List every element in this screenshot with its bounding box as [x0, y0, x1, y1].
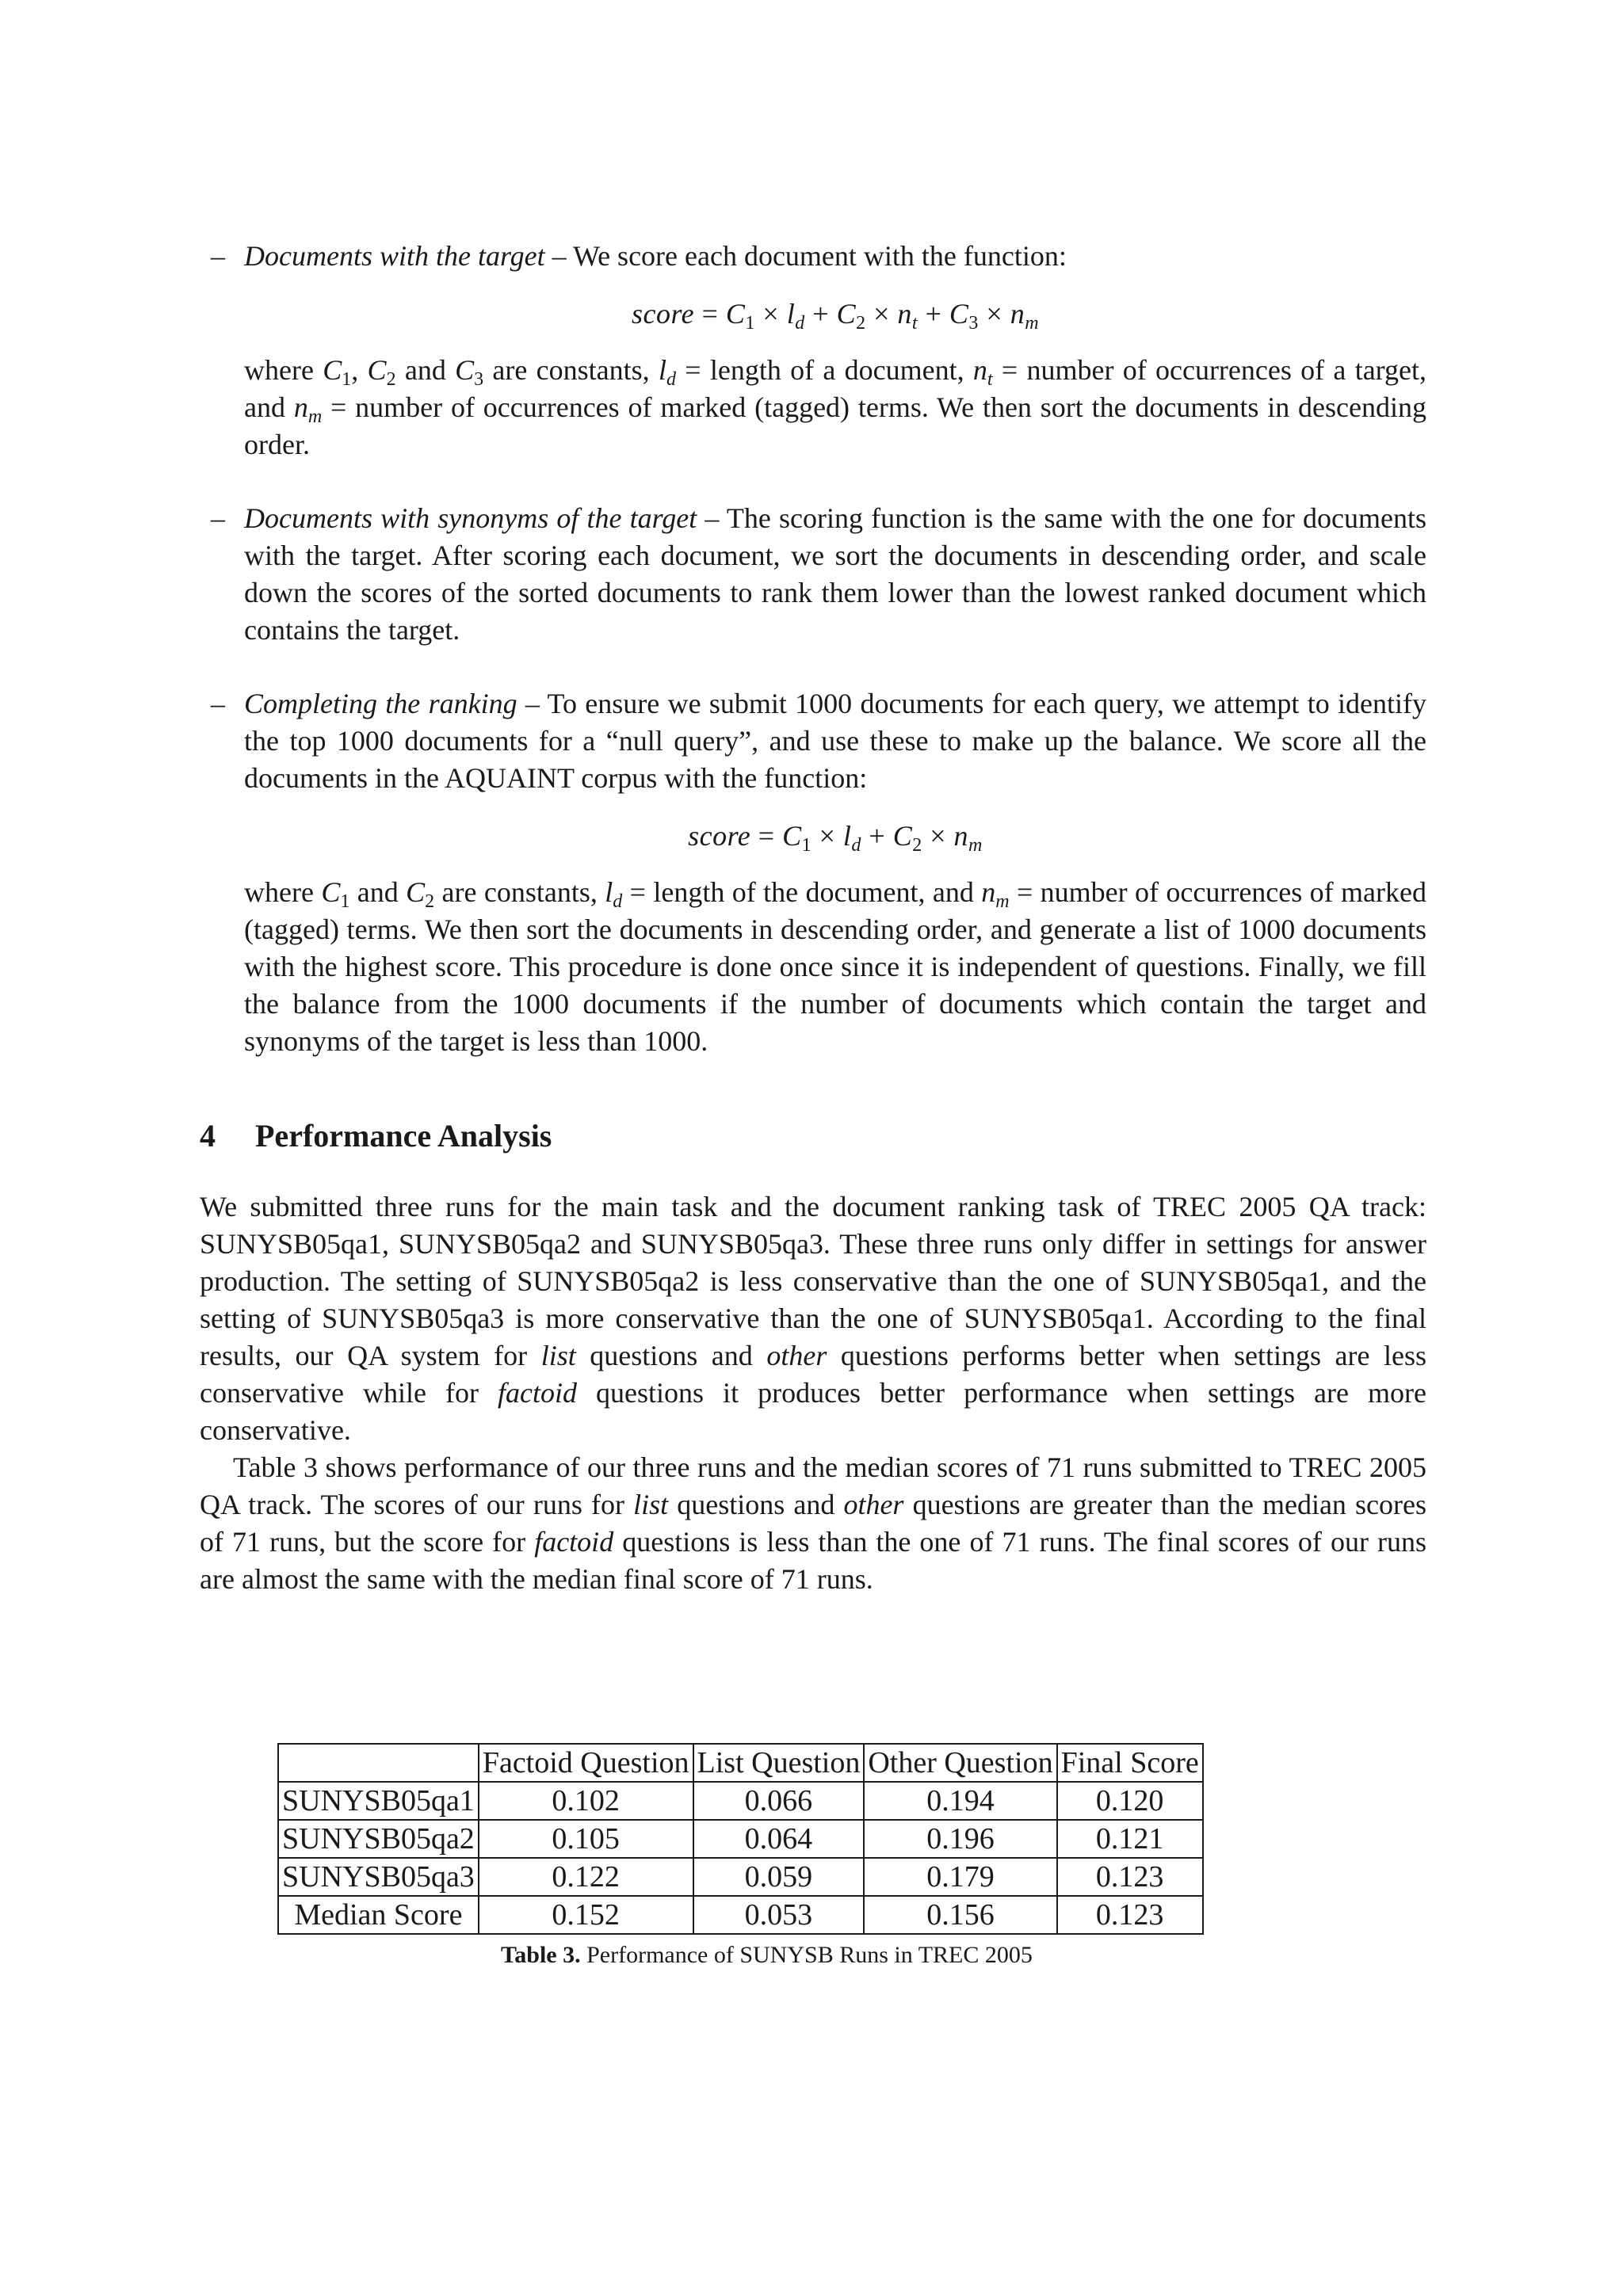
- table-cell: 0.196: [864, 1820, 1056, 1858]
- math-sub: 1: [342, 369, 352, 390]
- math-sub: t: [987, 369, 993, 390]
- eq-sub: m: [968, 835, 983, 856]
- paragraph-runs: [200, 1188, 1426, 1449]
- math-var: n: [981, 876, 996, 908]
- math-var: n: [972, 354, 987, 386]
- text-run: questions are greater than the median scores of 71 runs, but the score for: [200, 1489, 1426, 1558]
- text-run: = length of a document,: [675, 354, 973, 386]
- bullet-lead: Completing the ranking: [244, 688, 517, 719]
- paragraph-table-summary: [200, 1449, 1426, 1598]
- bullet-lead: Documents with synonyms of the target: [244, 502, 697, 534]
- text-run: and: [395, 354, 456, 386]
- table-cell: 0.152: [479, 1896, 693, 1934]
- eq-term: n: [1010, 298, 1025, 330]
- text-run: are constants,: [434, 876, 605, 908]
- math-sub: 2: [386, 369, 396, 390]
- math-sub: m: [307, 406, 323, 427]
- eq-term: n: [897, 298, 912, 330]
- bullet-body: The scoring function is the same with the one for documents with the target. After scoring each document, we sort the documents in descending order, and scale down the scores of the sorted documents to rank them lower than the lowest ranked document which contains the target.: [244, 502, 1427, 646]
- eq-sub: 1: [745, 313, 755, 334]
- caption-label: Table 3.: [501, 1942, 581, 1968]
- table-row: [278, 1820, 1203, 1858]
- eq-op: =: [750, 820, 783, 852]
- bullet-text: [244, 238, 1426, 275]
- eq-term: score: [688, 820, 751, 852]
- eq-term: C: [892, 820, 913, 852]
- table-row-label: SUNYSB05qa1: [278, 1782, 479, 1820]
- eq-term: score: [631, 298, 695, 330]
- table-header-cell: Factoid Question: [479, 1744, 693, 1782]
- table-cell: 0.120: [1057, 1782, 1203, 1820]
- eq-sub: 3: [968, 313, 979, 334]
- italic-term: list: [633, 1489, 669, 1520]
- text-run: ,: [351, 354, 368, 386]
- eq-term: C: [949, 298, 969, 330]
- text-run: are constants,: [483, 354, 659, 386]
- table-cell: 0.105: [479, 1820, 693, 1858]
- eq-op: =: [694, 298, 726, 330]
- text-run: questions and: [668, 1489, 844, 1520]
- math-sub: m: [995, 891, 1010, 912]
- eq-op: +: [861, 820, 893, 852]
- math-sub: d: [666, 369, 676, 390]
- table-cell: 0.066: [693, 1782, 865, 1820]
- table-row: [278, 1896, 1203, 1934]
- eq-sub: d: [795, 313, 805, 334]
- table-cell: 0.123: [1057, 1896, 1203, 1934]
- bullet-text: [244, 685, 1426, 797]
- math-sub: 3: [474, 369, 484, 390]
- table-cell: 0.122: [479, 1858, 693, 1896]
- bullet-explanation: [244, 874, 1426, 1060]
- eq-term: n: [953, 820, 969, 852]
- eq-op: ×: [922, 820, 954, 852]
- math-var: C: [321, 876, 341, 908]
- table-header-cell: Final Score: [1057, 1744, 1203, 1782]
- bullet-documents-with-target: [200, 238, 1426, 463]
- eq-sub: t: [911, 313, 918, 334]
- bullet-body: We score each document with the function:: [572, 240, 1067, 272]
- math-var: l: [658, 354, 666, 386]
- math-sub: d: [613, 891, 623, 912]
- math-var: n: [293, 391, 308, 423]
- eq-sub: 2: [856, 313, 866, 334]
- math-sub: 2: [425, 891, 435, 912]
- table-row: [278, 1782, 1203, 1820]
- table-row-label: Median Score: [278, 1896, 479, 1934]
- math-var: C: [406, 876, 426, 908]
- caption-text: Performance of SUNYSB Runs in TREC 2005: [580, 1942, 1033, 1968]
- text-run: questions it produces better performance when settings are more conservative.: [200, 1377, 1427, 1446]
- section-heading: [200, 1117, 1426, 1155]
- table-cell: 0.053: [693, 1896, 865, 1934]
- text-run: and: [349, 876, 407, 908]
- text-run: = length of the document, and: [622, 876, 982, 908]
- bullet-dash: –: [211, 502, 225, 534]
- bullet-dash: –: [211, 240, 225, 272]
- table-corner-cell: [278, 1744, 479, 1782]
- eq-op: ×: [812, 820, 843, 852]
- results-table: [277, 1743, 1204, 1935]
- eq-term: l: [786, 298, 796, 330]
- eq-op: ×: [978, 298, 1010, 330]
- math-var: C: [455, 354, 475, 386]
- italic-term: other: [766, 1340, 827, 1371]
- bullet-text: [244, 500, 1426, 649]
- eq-term: C: [836, 298, 857, 330]
- eq-op: ×: [754, 298, 787, 330]
- bullet-explanation: [244, 352, 1426, 463]
- math-var: C: [323, 354, 342, 386]
- eq-term: l: [842, 820, 852, 852]
- eq-term: C: [725, 298, 746, 330]
- table-cell: 0.064: [693, 1820, 865, 1858]
- table-cell: 0.123: [1057, 1858, 1203, 1896]
- table-header-cell: List Question: [693, 1744, 865, 1782]
- equation-score-2: [244, 818, 1426, 855]
- bullet-separator: –: [544, 240, 573, 272]
- text-run: where: [244, 354, 323, 386]
- table-cell: 0.179: [864, 1858, 1056, 1896]
- table-cell: 0.102: [479, 1782, 693, 1820]
- bullet-lead: Documents with the target: [244, 240, 545, 272]
- text-run: where: [244, 876, 322, 908]
- eq-sub: m: [1025, 313, 1040, 334]
- table-cell: 0.059: [693, 1858, 865, 1896]
- table-header-cell: Other Question: [864, 1744, 1056, 1782]
- bullet-completing-ranking: [200, 685, 1426, 1060]
- table-row-label: SUNYSB05qa2: [278, 1820, 479, 1858]
- equation-score-1: [244, 296, 1426, 333]
- text-run: questions performs better when settings are less conservative while for: [200, 1340, 1426, 1409]
- text-run: Table 3 shows performance of our three runs and the median scores of 71 runs submitted to TREC 2005 QA track. The scores of our runs for: [200, 1451, 1426, 1520]
- section-title: Performance Analysis: [255, 1118, 552, 1154]
- bullet-documents-with-synonyms: [200, 500, 1426, 649]
- table-row: [278, 1858, 1203, 1896]
- bullet-body: To ensure we submit 1000 documents for each query, we attempt to identify the top 1000 documents for a “null query”, and use these to make up the balance. We score all the documents in the AQUAINT corpus with the function:: [244, 688, 1426, 794]
- eq-term: C: [782, 820, 802, 852]
- text-run: We submitted three runs for the main task and the document ranking task of TREC 2005 QA track: SUNYSB05qa1, SUNYSB05qa2 and SUNYSB05qa3. These three runs only differ in settings for answer production. The setting of SUNYSB05qa2 is less conservative than the one of SUNYSB05qa1, and the setting of SUNYSB05qa3 is more conservative than the one of SUNYSB05qa1. According to the final results, our QA system for: [200, 1191, 1426, 1371]
- text-run: = number of occurrences of a target, and: [244, 354, 1427, 423]
- eq-op: +: [804, 298, 837, 330]
- results-table-wrapper: [277, 1743, 1204, 1935]
- italic-term: factoid: [498, 1377, 577, 1409]
- eq-sub: d: [851, 835, 861, 856]
- italic-term: factoid: [534, 1526, 614, 1558]
- math-sub: 1: [340, 891, 350, 912]
- eq-op: ×: [865, 298, 898, 330]
- text-run: questions and: [575, 1340, 767, 1371]
- math-var: C: [367, 354, 387, 386]
- italic-term: list: [540, 1340, 576, 1371]
- table-cell: 0.121: [1057, 1820, 1203, 1858]
- table-cell: 0.194: [864, 1782, 1056, 1820]
- page-body: [200, 238, 1426, 1598]
- text-run: questions is less than the one of 71 runs. The final scores of our runs are almost the same with the median final score of 71 runs.: [200, 1526, 1426, 1595]
- bullet-separator: –: [697, 502, 727, 534]
- text-run: = number of occurrences of marked (tagged) terms. We then sort the documents in descending order.: [244, 391, 1427, 460]
- bullet-separator: –: [517, 688, 548, 719]
- italic-term: other: [843, 1489, 904, 1520]
- section-number: 4: [200, 1118, 216, 1154]
- bullet-dash: –: [211, 688, 225, 719]
- table-cell: 0.156: [864, 1896, 1056, 1934]
- table-header-row: [278, 1744, 1203, 1782]
- eq-sub: 2: [912, 835, 922, 856]
- text-run: = number of occurrences of marked (tagged) terms. We then sort the documents in descending order, and generate a list of 1000 documents with the highest score. This procedure is done once since it is independent of questions. Finally, we fill the balance from the 1000 documents if the number of documents which contain the target and synonyms of the target is less than 1000.: [244, 876, 1426, 1057]
- eq-sub: 1: [801, 835, 812, 856]
- table-row-label: SUNYSB05qa3: [278, 1858, 479, 1896]
- table-caption: [501, 1941, 1033, 1970]
- math-var: l: [605, 876, 613, 908]
- eq-op: +: [918, 298, 949, 330]
